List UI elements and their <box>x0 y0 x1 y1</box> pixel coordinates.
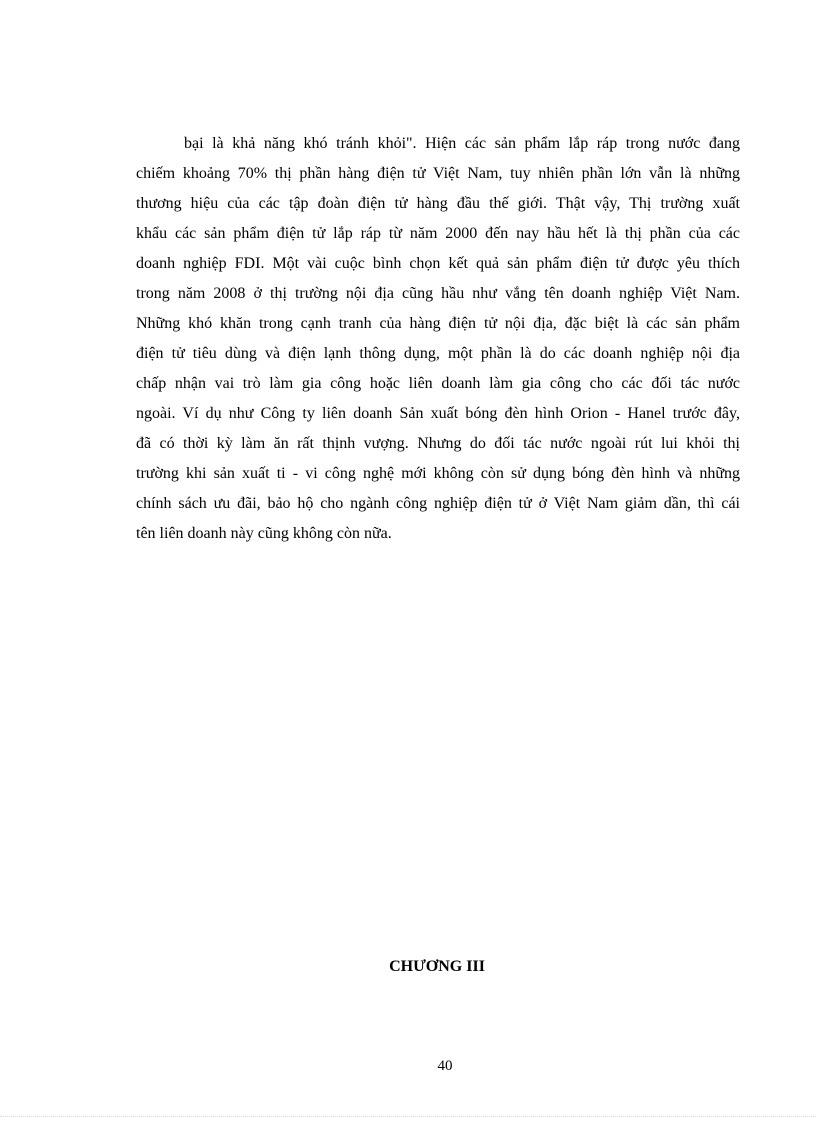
paragraph-line: chiếm khoảng 70% thị phần hàng điện tử Việt Nam, tuy nhiên phần lớn vẫn là những <box>136 165 740 182</box>
paragraph-line: Những khó khăn trong cạnh tranh của hàng điện tử nội địa, đặc biệt là các sản phẩm <box>136 315 740 332</box>
paragraph-line: chấp nhận vai trò làm gia công hoặc liên doanh làm gia công cho các đối tác nước <box>136 375 740 392</box>
paragraph-line: bại là khả năng khó tránh khỏi". Hiện các sản phẩm lắp ráp trong nước đang <box>184 135 740 152</box>
body-paragraph <box>136 129 740 549</box>
paragraph-line: trường khi sản xuất ti - vi công nghệ mới không còn sử dụng bóng đèn hình và những <box>136 465 740 482</box>
paragraph-line: thương hiệu của các tập đoàn điện tử hàng đầu thế giới. Thật vậy, Thị trường xuất <box>136 195 740 212</box>
page-number: 40 <box>437 1058 453 1074</box>
paragraph-line: chính sách ưu đãi, bảo hộ cho ngành công nghiệp điện tử ở Việt Nam giảm dần, thì cái <box>136 495 740 512</box>
paragraph-line: trong năm 2008 ở thị trường nội địa cũng hầu như vắng tên doanh nghiệp Việt Nam. <box>136 285 740 302</box>
page-bottom-divider <box>0 1116 816 1117</box>
paragraph-line: đã có thời kỳ làm ăn rất thịnh vượng. Nhưng do đối tác nước ngoài rút lui khỏi thị <box>136 435 740 452</box>
paragraph-line: điện tử tiêu dùng và điện lạnh thông dụng, một phần là do các doanh nghiệp nội địa <box>136 345 740 362</box>
paragraph-line: ngoài. Ví dụ như Công ty liên doanh Sản xuất bóng đèn hình Orion - Hanel trước đây, <box>136 405 740 422</box>
paragraph-line: tên liên doanh này cũng không còn nữa. <box>136 525 392 542</box>
paragraph-line: doanh nghiệp FDI. Một vài cuộc bình chọn kết quả sản phẩm điện tử được yêu thích <box>136 255 740 272</box>
chapter-heading: CHƯƠNG III <box>389 958 485 975</box>
paragraph-line: khẩu các sản phẩm điện tử lắp ráp từ năm 2000 đến nay hầu hết là thị phần của các <box>136 225 740 242</box>
